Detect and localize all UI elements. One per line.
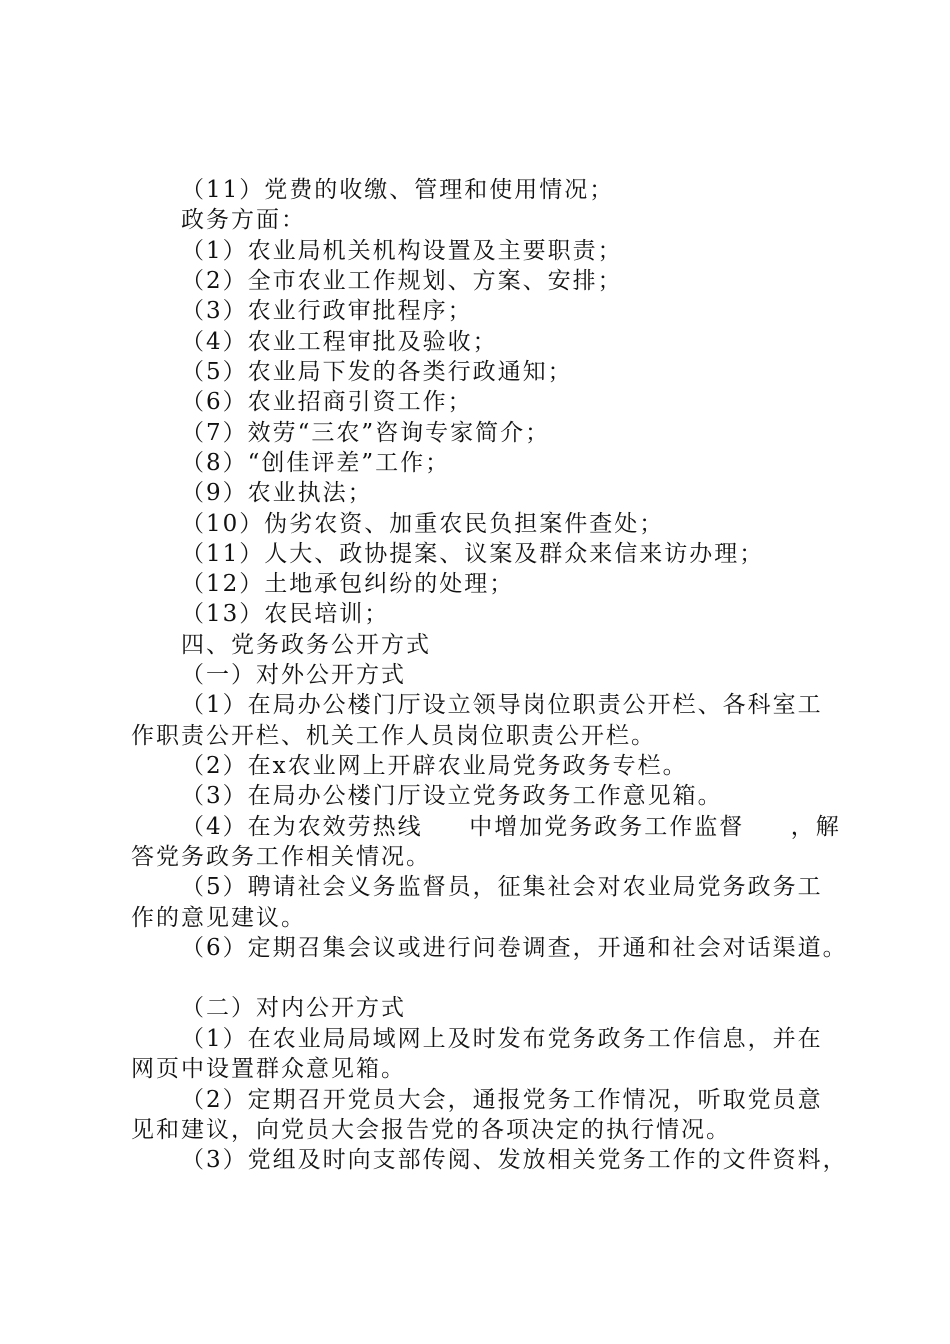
text-line: （2）定期召开党员大会，通报党务工作情况，听取党员意 [181, 1087, 823, 1113]
text-line: （2）在x农业网上开辟农业局党务政务专栏。 [181, 753, 688, 779]
text-line: （1）在局办公楼门厅设立领导岗位职责公开栏、各科室工 [181, 692, 823, 718]
text-line: （3）农业行政审批程序； [181, 298, 473, 324]
text-line: 网页中设置群众意见箱。 [131, 1056, 406, 1082]
text-line: （11）党费的收缴、管理和使用情况； [181, 177, 615, 203]
text-line: 见和建议，向党员大会报告党的各项决定的执行情况。 [131, 1117, 731, 1143]
text-line: （3）党组及时向支部传阅、发放相关党务工作的文件资料， [181, 1147, 848, 1173]
text-line: （2）全市农业工作规划、方案、安排； [181, 268, 623, 294]
text-line: （6）农业招商引资工作； [181, 389, 473, 415]
text-line: （6）定期召集会议或进行问卷调查，开通和社会对话渠道。 [181, 935, 848, 961]
text-line: （13）农民培训； [181, 601, 390, 627]
subsection-heading: （一）对外公开方式 [181, 662, 406, 688]
text-line: 作职责公开栏、机关工作人员岗位职责公开栏。 [131, 723, 656, 749]
text-line: 政务方面： [181, 207, 306, 233]
text-line: （7）效劳“三农”咨询专家简介； [181, 420, 551, 446]
text-line: （5）农业局下发的各类行政通知； [181, 359, 573, 385]
text-line: （4）在为农效劳热线 中增加党务政务工作监督 ，解 [181, 814, 841, 840]
section-heading: 四、党务政务公开方式 [181, 632, 431, 658]
text-line: （10）伪劣农资、加重农民负担案件查处； [181, 511, 665, 537]
subsection-heading: （二）对内公开方式 [181, 995, 406, 1021]
text-line: （4）农业工程审批及验收； [181, 329, 498, 355]
text-line: 答党务政务工作相关情况。 [131, 844, 431, 870]
text-line: （11）人大、政协提案、议案及群众来信来访办理； [181, 541, 765, 567]
text-line: 作的意见建议。 [131, 905, 306, 931]
text-line: （1）在农业局局域网上及时发布党务政务工作信息，并在 [181, 1026, 823, 1052]
text-line: （1）农业局机关机构设置及主要职责； [181, 238, 623, 264]
text-line: （5）聘请社会义务监督员，征集社会对农业局党务政务工 [181, 874, 823, 900]
text-line: （12）土地承包纠纷的处理； [181, 571, 515, 597]
text-line: （8）“创佳评差”工作； [181, 450, 451, 476]
text-line: （9）农业执法； [181, 480, 373, 506]
text-line: （3）在局办公楼门厅设立党务政务工作意见箱。 [181, 783, 723, 809]
